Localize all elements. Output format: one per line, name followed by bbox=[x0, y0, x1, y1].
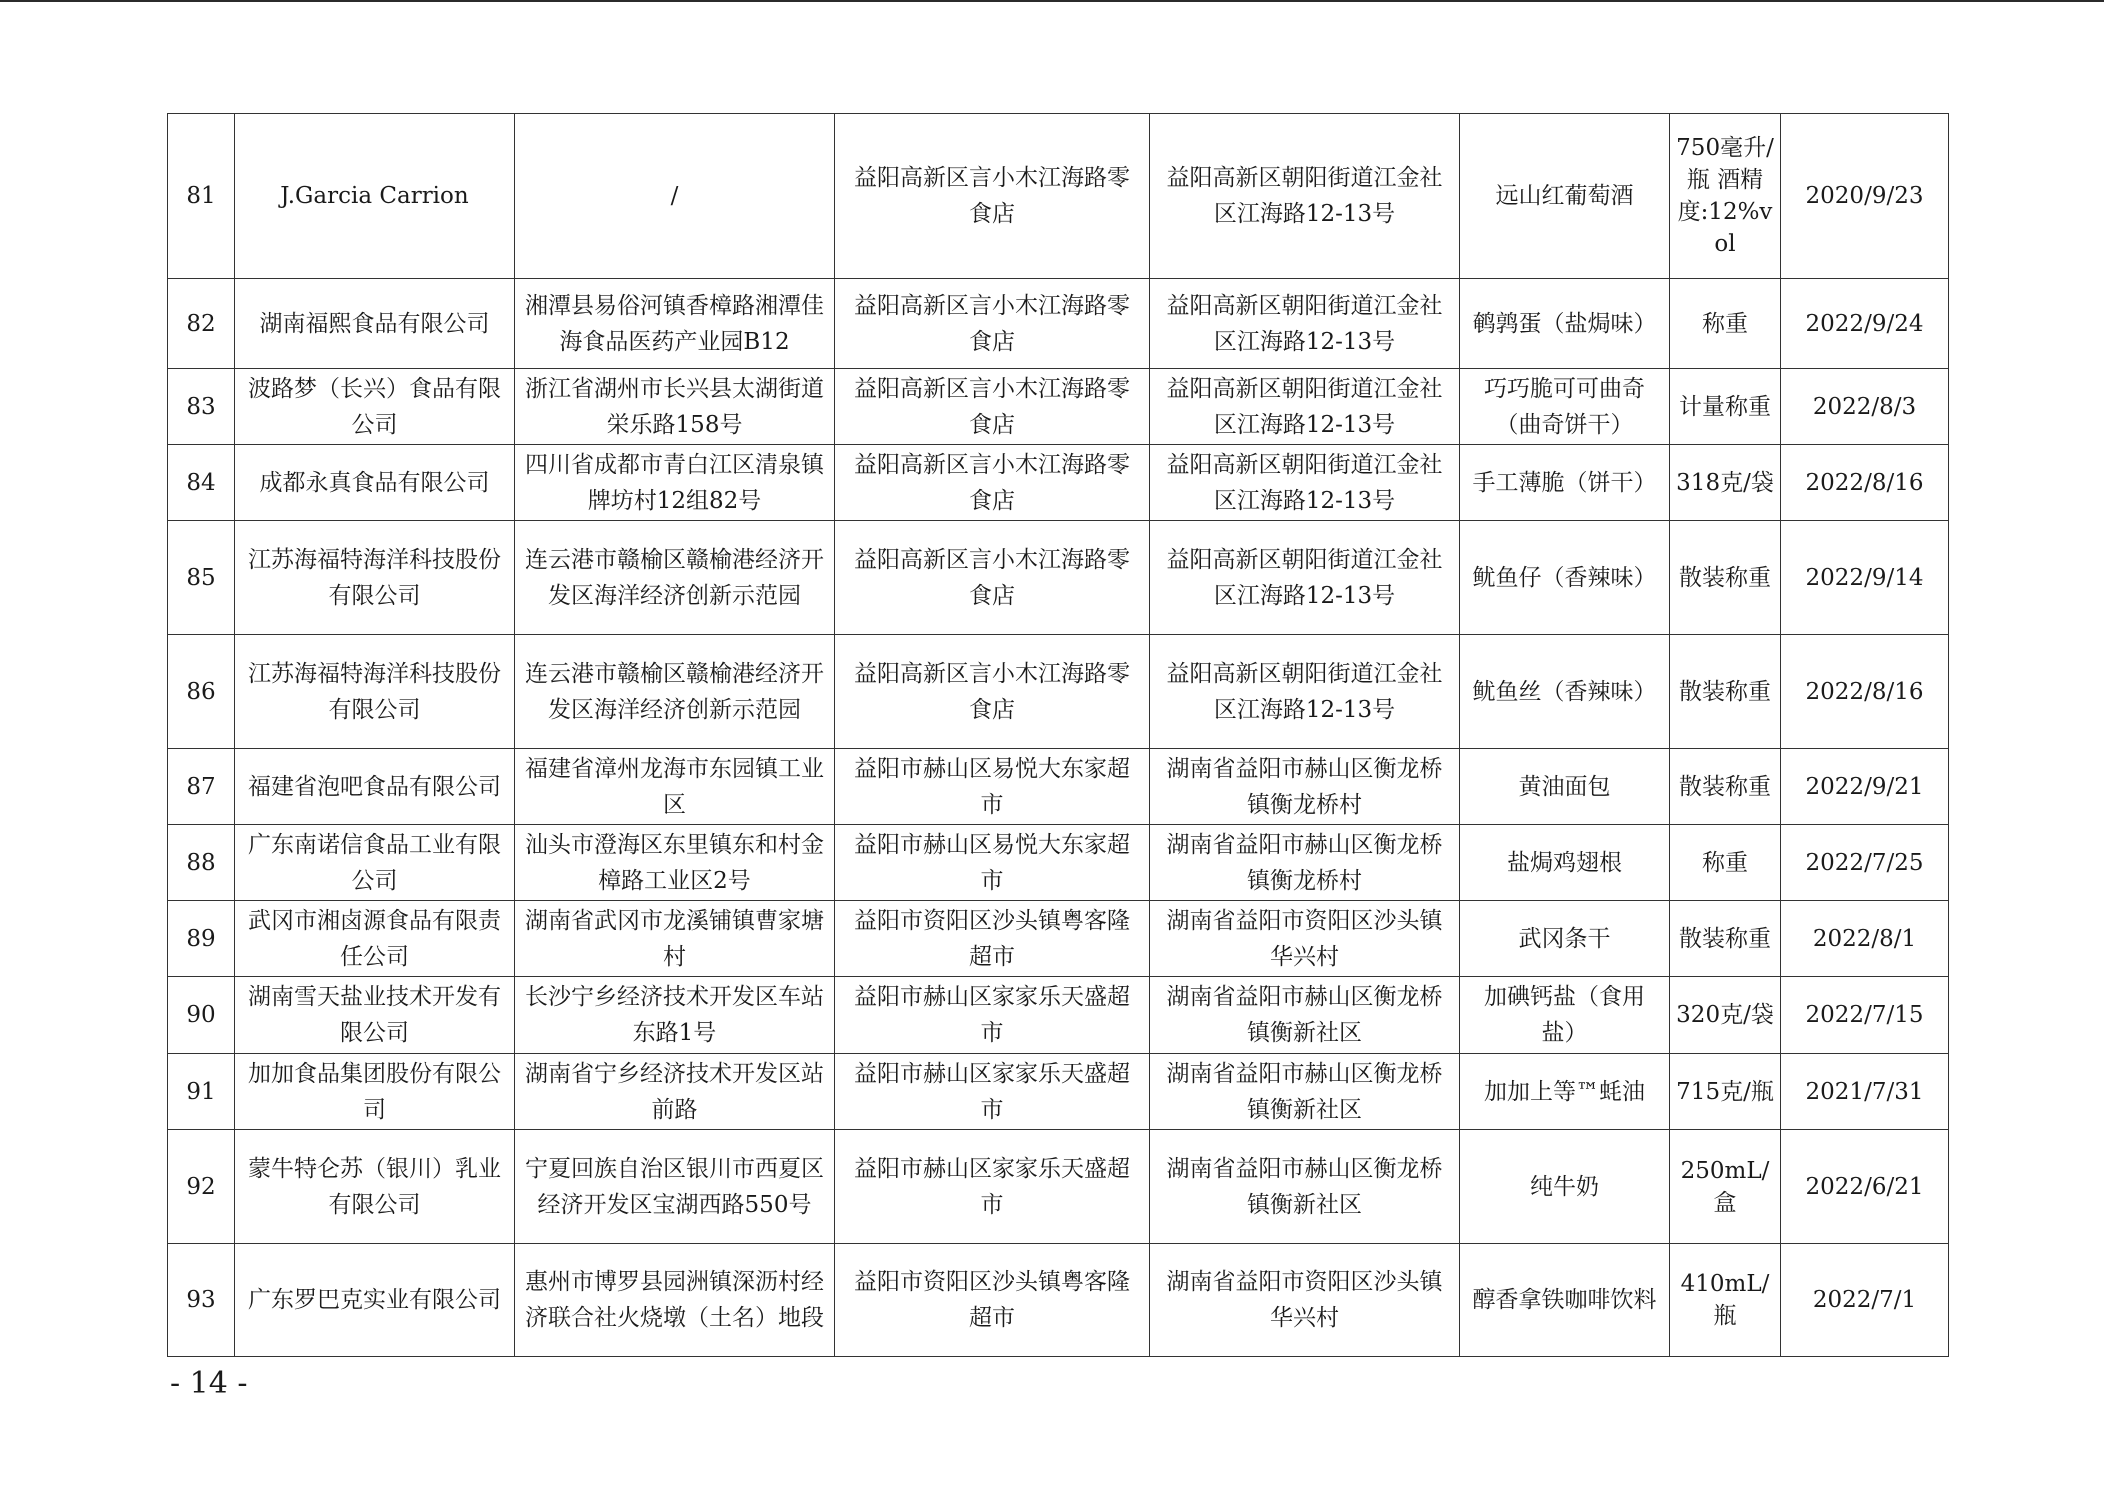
row-number: 86 bbox=[168, 635, 235, 749]
product-name: 醇香拿铁咖啡饮料 bbox=[1460, 1244, 1670, 1357]
product-spec: 715克/瓶 bbox=[1670, 1054, 1781, 1130]
sampled-unit: 益阳高新区言小木江海路零食店 bbox=[835, 445, 1150, 521]
table-row bbox=[168, 901, 1949, 977]
sampled-unit: 益阳高新区言小木江海路零食店 bbox=[835, 279, 1150, 369]
table-row bbox=[168, 977, 1949, 1054]
product-name: 手工薄脆（饼干） bbox=[1460, 445, 1670, 521]
producer-name: 武冈市湘卤源食品有限责任公司 bbox=[235, 901, 515, 977]
producer-address: 惠州市博罗县园洲镇深沥村经济联合社火烧墩（土名）地段 bbox=[515, 1244, 835, 1357]
product-spec: 散装称重 bbox=[1670, 521, 1781, 635]
producer-address: 连云港市赣榆区赣榆港经济开发区海洋经济创新示范园 bbox=[515, 635, 835, 749]
product-name: 加加上等™蚝油 bbox=[1460, 1054, 1670, 1130]
sampled-address: 益阳高新区朝阳街道江金社区江海路12-13号 bbox=[1150, 279, 1460, 369]
product-name: 巧巧脆可可曲奇（曲奇饼干） bbox=[1460, 369, 1670, 445]
producer-name: 蒙牛特仑苏（银川）乳业有限公司 bbox=[235, 1130, 515, 1244]
table-row bbox=[168, 1244, 1949, 1357]
production-date: 2022/9/21 bbox=[1781, 749, 1949, 825]
sampled-unit: 益阳高新区言小木江海路零食店 bbox=[835, 635, 1150, 749]
product-name: 黄油面包 bbox=[1460, 749, 1670, 825]
table-row bbox=[168, 369, 1949, 445]
production-date: 2022/9/24 bbox=[1781, 279, 1949, 369]
producer-address: 浙江省湖州市长兴县太湖街道栄乐路158号 bbox=[515, 369, 835, 445]
producer-name: 湖南雪天盐业技术开发有限公司 bbox=[235, 977, 515, 1054]
production-date: 2021/7/31 bbox=[1781, 1054, 1949, 1130]
page-number: - 14 - bbox=[170, 1366, 248, 1401]
product-name: 鱿鱼仔（香辣味） bbox=[1460, 521, 1670, 635]
table-row bbox=[168, 445, 1949, 521]
producer-name: 江苏海福特海洋科技股份有限公司 bbox=[235, 635, 515, 749]
table-row bbox=[168, 635, 1949, 749]
producer-name: J.Garcia Carrion bbox=[235, 114, 515, 279]
producer-name: 波路梦（长兴）食品有限公司 bbox=[235, 369, 515, 445]
production-date: 2020/9/23 bbox=[1781, 114, 1949, 279]
product-spec: 320克/袋 bbox=[1670, 977, 1781, 1054]
producer-address: 宁夏回族自治区银川市西夏区经济开发区宝湖西路550号 bbox=[515, 1130, 835, 1244]
sampled-address: 益阳高新区朝阳街道江金社区江海路12-13号 bbox=[1150, 445, 1460, 521]
producer-name: 广东南诺信食品工业有限公司 bbox=[235, 825, 515, 901]
production-date: 2022/8/1 bbox=[1781, 901, 1949, 977]
sampled-unit: 益阳高新区言小木江海路零食店 bbox=[835, 114, 1150, 279]
production-date: 2022/7/1 bbox=[1781, 1244, 1949, 1357]
producer-name: 广东罗巴克实业有限公司 bbox=[235, 1244, 515, 1357]
product-name: 武冈条干 bbox=[1460, 901, 1670, 977]
product-name: 纯牛奶 bbox=[1460, 1130, 1670, 1244]
product-spec: 称重 bbox=[1670, 279, 1781, 369]
producer-name: 江苏海福特海洋科技股份有限公司 bbox=[235, 521, 515, 635]
product-spec: 410mL/瓶 bbox=[1670, 1244, 1781, 1357]
sampled-unit: 益阳高新区言小木江海路零食店 bbox=[835, 369, 1150, 445]
row-number: 89 bbox=[168, 901, 235, 977]
row-number: 85 bbox=[168, 521, 235, 635]
production-date: 2022/7/15 bbox=[1781, 977, 1949, 1054]
row-number: 84 bbox=[168, 445, 235, 521]
row-number: 92 bbox=[168, 1130, 235, 1244]
producer-name: 湖南福熙食品有限公司 bbox=[235, 279, 515, 369]
row-number: 90 bbox=[168, 977, 235, 1054]
product-spec: 318克/袋 bbox=[1670, 445, 1781, 521]
production-date: 2022/6/21 bbox=[1781, 1130, 1949, 1244]
producer-name: 成都永真食品有限公司 bbox=[235, 445, 515, 521]
table-row bbox=[168, 279, 1949, 369]
production-date: 2022/9/14 bbox=[1781, 521, 1949, 635]
sampled-address: 湖南省益阳市赫山区衡龙桥镇衡龙桥村 bbox=[1150, 749, 1460, 825]
top-rule bbox=[0, 0, 2104, 2]
row-number: 81 bbox=[168, 114, 235, 279]
sampled-unit: 益阳市赫山区易悦大东家超市 bbox=[835, 825, 1150, 901]
table-row bbox=[168, 521, 1949, 635]
producer-name: 福建省泡吧食品有限公司 bbox=[235, 749, 515, 825]
sampled-unit: 益阳市资阳区沙头镇粤客隆超市 bbox=[835, 901, 1150, 977]
production-date: 2022/8/16 bbox=[1781, 445, 1949, 521]
sampled-address: 益阳高新区朝阳街道江金社区江海路12-13号 bbox=[1150, 369, 1460, 445]
table-row bbox=[168, 1130, 1949, 1244]
sampled-unit: 益阳市赫山区家家乐天盛超市 bbox=[835, 1130, 1150, 1244]
producer-address: 连云港市赣榆区赣榆港经济开发区海洋经济创新示范园 bbox=[515, 521, 835, 635]
row-number: 83 bbox=[168, 369, 235, 445]
results-table bbox=[167, 113, 1949, 1357]
product-spec: 散装称重 bbox=[1670, 635, 1781, 749]
producer-address: 长沙宁乡经济技术开发区车站东路1号 bbox=[515, 977, 835, 1054]
table-row bbox=[168, 825, 1949, 901]
producer-address: / bbox=[515, 114, 835, 279]
production-date: 2022/8/3 bbox=[1781, 369, 1949, 445]
sampled-address: 湖南省益阳市资阳区沙头镇华兴村 bbox=[1150, 901, 1460, 977]
row-number: 93 bbox=[168, 1244, 235, 1357]
product-spec: 散装称重 bbox=[1670, 749, 1781, 825]
producer-address: 湘潭县易俗河镇香樟路湘潭佳海食品医药产业园B12 bbox=[515, 279, 835, 369]
product-name: 远山红葡萄酒 bbox=[1460, 114, 1670, 279]
sampled-address: 湖南省益阳市赫山区衡龙桥镇衡新社区 bbox=[1150, 977, 1460, 1054]
producer-address: 福建省漳州龙海市东园镇工业区 bbox=[515, 749, 835, 825]
producer-name: 加加食品集团股份有限公司 bbox=[235, 1054, 515, 1130]
table-row bbox=[168, 749, 1949, 825]
row-number: 88 bbox=[168, 825, 235, 901]
sampled-address: 湖南省益阳市赫山区衡龙桥镇衡新社区 bbox=[1150, 1130, 1460, 1244]
table-row bbox=[168, 1054, 1949, 1130]
product-name: 鹌鹑蛋（盐焗味） bbox=[1460, 279, 1670, 369]
sampled-address: 益阳高新区朝阳街道江金社区江海路12-13号 bbox=[1150, 114, 1460, 279]
producer-address: 湖南省武冈市龙溪铺镇曹家塘村 bbox=[515, 901, 835, 977]
sampled-address: 湖南省益阳市赫山区衡龙桥镇衡新社区 bbox=[1150, 1054, 1460, 1130]
sampled-address: 益阳高新区朝阳街道江金社区江海路12-13号 bbox=[1150, 635, 1460, 749]
sampled-address: 湖南省益阳市资阳区沙头镇华兴村 bbox=[1150, 1244, 1460, 1357]
product-name: 鱿鱼丝（香辣味） bbox=[1460, 635, 1670, 749]
producer-address: 汕头市澄海区东里镇东和村金樟路工业区2号 bbox=[515, 825, 835, 901]
producer-address: 四川省成都市青白江区清泉镇牌坊村12组82号 bbox=[515, 445, 835, 521]
product-spec: 称重 bbox=[1670, 825, 1781, 901]
production-date: 2022/7/25 bbox=[1781, 825, 1949, 901]
product-name: 加碘钙盐（食用盐） bbox=[1460, 977, 1670, 1054]
row-number: 87 bbox=[168, 749, 235, 825]
table-row bbox=[168, 114, 1949, 279]
sampled-address: 益阳高新区朝阳街道江金社区江海路12-13号 bbox=[1150, 521, 1460, 635]
sampled-address: 湖南省益阳市赫山区衡龙桥镇衡龙桥村 bbox=[1150, 825, 1460, 901]
producer-address: 湖南省宁乡经济技术开发区站前路 bbox=[515, 1054, 835, 1130]
row-number: 82 bbox=[168, 279, 235, 369]
production-date: 2022/8/16 bbox=[1781, 635, 1949, 749]
product-spec: 计量称重 bbox=[1670, 369, 1781, 445]
product-spec: 750毫升/瓶 酒精度:12%vol bbox=[1670, 114, 1781, 279]
sampled-unit: 益阳市赫山区家家乐天盛超市 bbox=[835, 977, 1150, 1054]
sampled-unit: 益阳市赫山区易悦大东家超市 bbox=[835, 749, 1150, 825]
product-spec: 散装称重 bbox=[1670, 901, 1781, 977]
row-number: 91 bbox=[168, 1054, 235, 1130]
sampled-unit: 益阳市资阳区沙头镇粤客隆超市 bbox=[835, 1244, 1150, 1357]
sampled-unit: 益阳市赫山区家家乐天盛超市 bbox=[835, 1054, 1150, 1130]
sampled-unit: 益阳高新区言小木江海路零食店 bbox=[835, 521, 1150, 635]
product-name: 盐焗鸡翅根 bbox=[1460, 825, 1670, 901]
product-spec: 250mL/盒 bbox=[1670, 1130, 1781, 1244]
